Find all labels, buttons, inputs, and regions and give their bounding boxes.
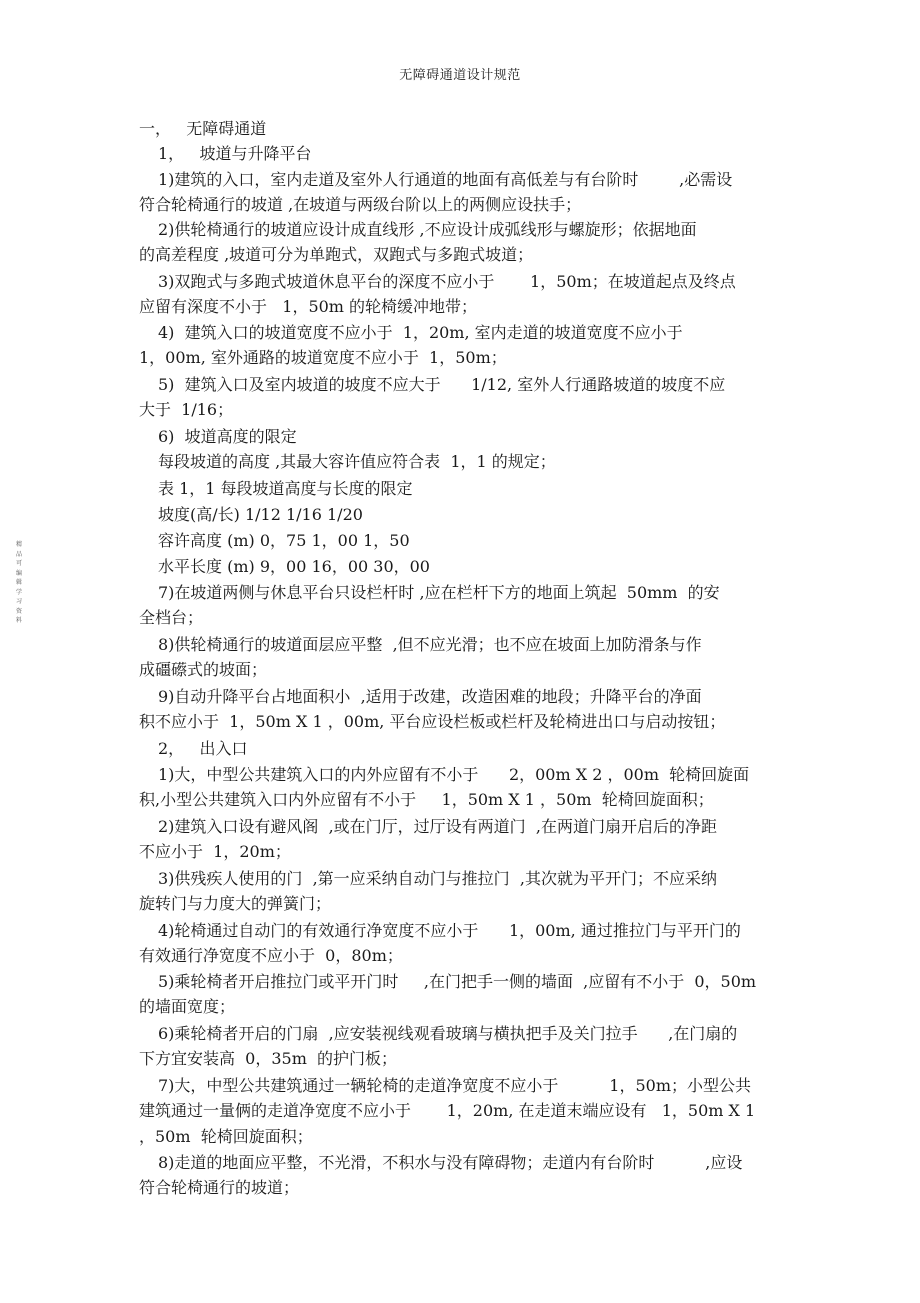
text-line: 有效通行净宽度不应小于 0，80m； <box>139 946 403 965</box>
subsection-heading: 2， 出入口 <box>158 739 248 758</box>
text-line: 2)建筑入口设有避风阁 ,或在门厅，过厅设有两道门 ,在两道门扇开启后的净距 <box>158 817 717 836</box>
text-line: 不应小于 1，20m； <box>139 842 291 861</box>
table-caption: 表 1，1 每段坡道高度与长度的限定 <box>158 479 413 498</box>
section-heading: 一， 无障碍通道 <box>139 119 267 138</box>
text-line: 建筑通过一量俩的走道净宽度不应小于 1，20m, 在走道末端应设有 1，50m X 1 <box>139 1101 756 1120</box>
text-line: 7)大，中型公共建筑通过一辆轮椅的走道净宽度不应小于 1，50m；小型公共 <box>158 1076 751 1095</box>
text-line: 5) 建筑入口及室内坡道的坡度不应大于 1/12, 室外人行通路坡道的坡度不应 <box>158 375 726 394</box>
text-line: 全档台； <box>139 608 204 627</box>
text-line: 成礓礤式的坡面； <box>139 660 268 679</box>
text-line: 积,小型公共建筑入口内外应留有不小于 1，50m X 1 ，50m 轮椅回旋面积； <box>139 790 714 809</box>
text-line: 每段坡道的高度 ,其最大容许值应符合表 1，1 的规定； <box>158 452 556 471</box>
table-row: 坡度(高/长) 1/12 1/16 1/20 <box>158 505 363 524</box>
text-line: 大于 1/16； <box>139 400 234 419</box>
text-line: 符合轮椅通行的坡道； <box>139 1178 300 1197</box>
table-row: 水平长度 (m) 9，00 16，00 30，00 <box>158 557 430 576</box>
text-line: 7)在坡道两侧与休息平台只设栏杆时 ,应在栏杆下方的地面上筑起 50mm 的安 <box>158 583 720 602</box>
text-line: 应留有深度不小于 1，50m 的轮椅缓冲地带； <box>139 297 478 316</box>
text-line: 4)轮椅通过自动门的有效通行净宽度不应小于 1，00m, 通过推拉门与平开门的 <box>158 921 741 940</box>
text-line: 3)供残疾人使用的门 ,第一应采纳自动门与推拉门 ,其次就为平开门；不应采纳 <box>158 869 717 888</box>
page-title: 无障碍通道设计规范 <box>399 68 521 83</box>
text-line: 的高差程度 ,坡道可分为单跑式，双跑式与多跑式坡道； <box>139 245 534 264</box>
text-line: 4) 建筑入口的坡道宽度不应小于 1，20m, 室内走道的坡道宽度不应小于 <box>158 323 683 342</box>
text-line: 6)乘轮椅者开启的门扇 ,应安装视线观看玻璃与横执把手及关门拉手 ,在门扇的 <box>158 1024 738 1043</box>
text-line: ，50m 轮椅回旋面积； <box>139 1127 313 1146</box>
text-line: 5)乘轮椅者开启推拉门或平开门时 ,在门把手一侧的墙面 ,应留有不小于 0，50m <box>158 972 757 991</box>
text-line: 1)大，中型公共建筑入口的内外应留有不小于 2，00m X 2 ，00m 轮椅回旋面 <box>158 765 750 784</box>
table-row: 容许高度 (m) 0，75 1，00 1，50 <box>158 531 410 550</box>
text-line: 9)自动升降平台占地面积小 ,适用于改建，改造困难的地段；升降平台的净面 <box>158 687 702 706</box>
text-line: 1，00m, 室外通路的坡道宽度不应小于 1，50m； <box>139 348 507 367</box>
text-line: 的墙面宽度； <box>139 997 236 1016</box>
text-line: 1)建筑的入口，室内走道及室外人行通道的地面有高低差与有台阶时 ,必需设 <box>158 170 733 189</box>
subsection-heading: 1， 坡道与升降平台 <box>158 144 312 163</box>
text-line: 8)供轮椅通行的坡道面层应平整 ,但不应光滑；也不应在坡面上加防滑条与作 <box>158 635 702 654</box>
text-line: 旋转门与力度大的弹簧门； <box>139 894 332 913</box>
text-line: 2)供轮椅通行的坡道应设计成直线形 ,不应设计成弧线形与螺旋形；依据地面 <box>158 220 697 239</box>
text-line: 积不应小于 1，50m X 1 ，00m, 平台应设栏板或栏杆及轮椅进出口与启动按钮； <box>139 712 726 731</box>
text-line: 下方宜安装高 0，35m 的护门板； <box>139 1049 398 1068</box>
text-line: 8)走道的地面应平整，不光滑，不积水与没有障碍物；走道内有台阶时 ,应设 <box>158 1153 743 1172</box>
side-watermark: 精品可编辑学习资料 <box>15 541 22 624</box>
text-line: 符合轮椅通行的坡道 ,在坡道与两级台阶以上的两侧应设扶手； <box>139 195 582 214</box>
text-line: 6) 坡道高度的限定 <box>158 427 297 446</box>
text-line: 3)双跑式与多跑式坡道休息平台的深度不应小于 1，50m；在坡道起点及终点 <box>158 272 736 291</box>
